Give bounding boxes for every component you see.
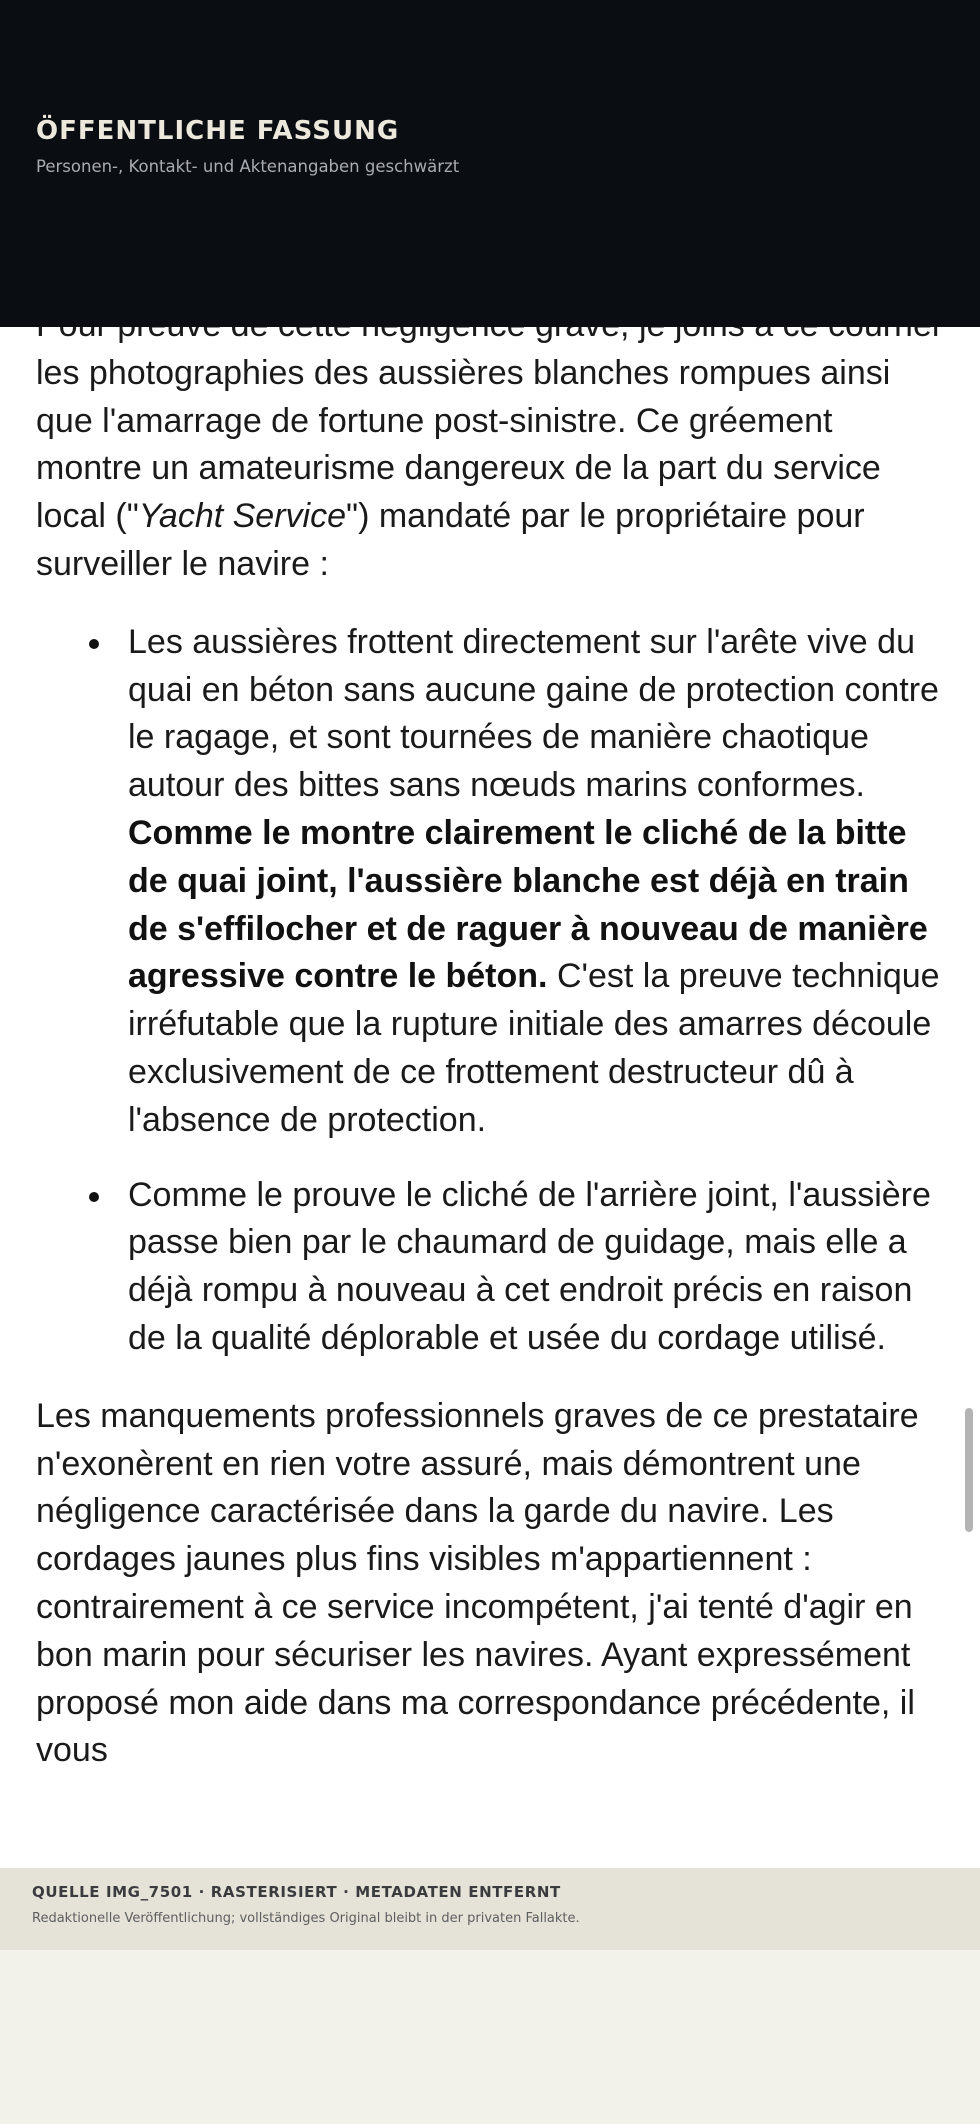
- intro-italic-name: Yacht Service: [138, 497, 347, 536]
- scrollbar-thumb[interactable]: [965, 1408, 973, 1532]
- footer-title: QUELLE IMG_7501 · RASTERISIERT · METADATEN ENTFERNT: [32, 1883, 561, 1901]
- redaction-header: [0, 0, 980, 327]
- bullet-1-end: C'est la preuve technique irréfutable que la rupture initiale des amarres découle exclusivement de ce frottement destructeur dû à l'absence de protection.: [128, 957, 940, 1139]
- intro-text: les photographies des aussières blanches rompues ainsi que l'amarrage de fortune post-sinistre. Ce gréement montre un amateurisme dangereux de la part du service local (": [36, 353, 891, 536]
- source-footer: [0, 1868, 980, 1950]
- footer-subtitle: Redaktionelle Veröffentlichung; vollständiges Original bleibt in der privaten Fallakte.: [32, 1911, 580, 1926]
- closing-paragraph: Les manquements professionnels graves de ce prestataire n'exonèrent en rien votre assuré, mais démontrent une négligence caractérisée dans la garde du navire. Les cordages jaunes plus fins visibles m'appartiennent : contrairement à ce service incompétent, j'ai tenté d'agir en bon marin pour sécuriser les navires. Ayant expressément proposé mon aide dans ma correspondance précédente, il vous: [36, 1396, 919, 1770]
- bullet-list: [36, 619, 946, 1363]
- bullet-2-text: Comme le prouve le cliché de l'arrière joint, l'aussière passe bien par le chaumard de guidage, mais elle a déjà rompu à nouveau à cet endroit précis en raison de la qualité déplorable et usée du cordage utilisé.: [128, 1175, 931, 1357]
- intro-paragraph: [36, 302, 946, 589]
- intro-text-end: ") mandaté par le propriétaire pour surveiller le navire :: [36, 497, 865, 583]
- list-item: [128, 619, 946, 1145]
- header-subtitle: Personen-, Kontakt- und Aktenangaben geschwärzt: [36, 157, 460, 176]
- bullet-1-bold: Comme le montre clairement le cliché de la bitte de quai joint, l'aussière blanche est déjà en train de s'effilocher et de raguer à nouveau de manière agressive contre le béton.: [128, 813, 928, 996]
- bullet-1-text: Les aussières frottent directement sur l'arête vive du quai en béton sans aucune gaine de protection contre le ragage, et sont tournées de manière chaotique autour des bittes sans nœuds marins conformes.: [128, 622, 939, 805]
- document-body: [36, 302, 946, 1775]
- list-item: [128, 1172, 946, 1363]
- header-title: ÖFFENTLICHE FASSUNG: [36, 116, 400, 146]
